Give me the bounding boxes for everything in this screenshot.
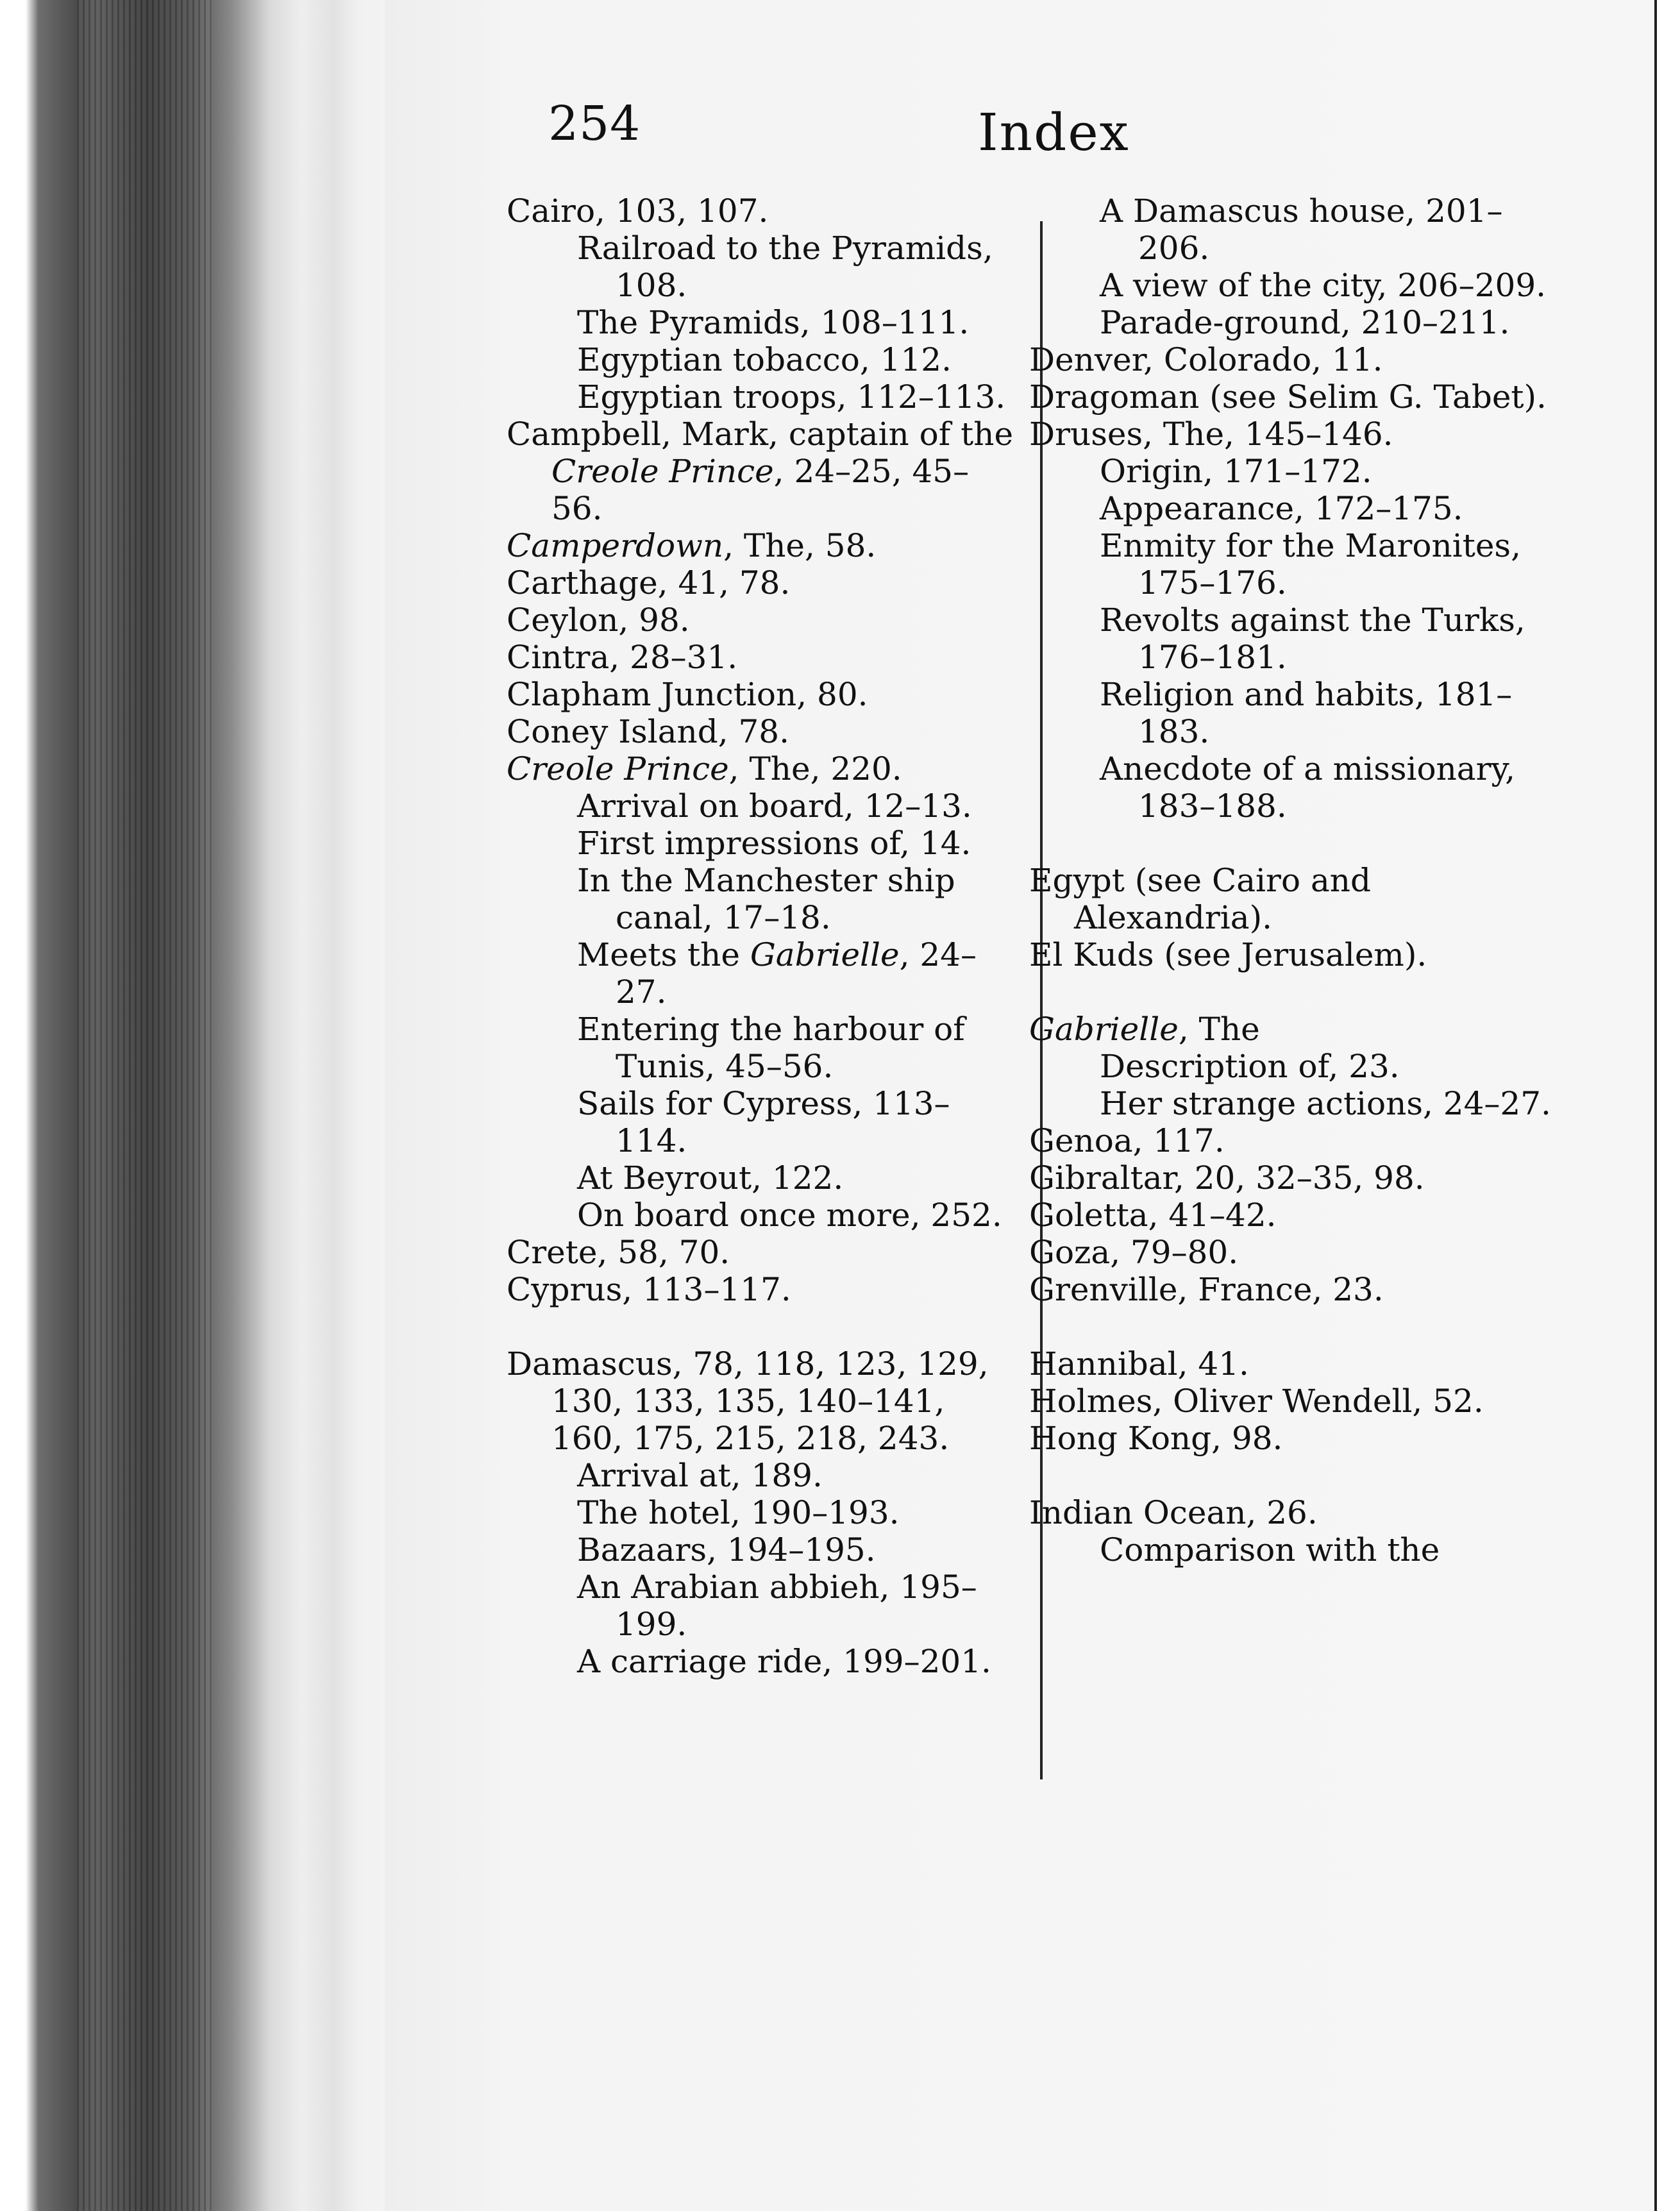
index-text: Clapham Junction, 80.	[507, 676, 868, 713]
index-section-gap	[1029, 1308, 1561, 1345]
index-subentry	[507, 304, 1020, 341]
index-text: Appearance, 172–175.	[1100, 490, 1463, 527]
index-text: Revolts against the Turks, 176–181.	[1100, 601, 1525, 676]
index-text: An Arabian abbieh, 195–199.	[577, 1568, 977, 1643]
index-text: The hotel, 190–193.	[577, 1494, 900, 1531]
index-text: , The, 58.	[723, 527, 877, 564]
index-text: Bazaars, 194–195.	[577, 1531, 876, 1568]
index-entry	[507, 527, 1020, 564]
index-subentry	[1029, 1085, 1561, 1122]
index-text: Grenville, France, 23.	[1029, 1271, 1384, 1308]
book-page-edges	[0, 0, 385, 2211]
index-entry	[1029, 1420, 1561, 1457]
index-text: Arrival on board, 12–13.	[577, 787, 972, 825]
index-text: Druses, The, 145–146.	[1029, 416, 1393, 453]
index-subentry	[507, 1531, 1020, 1568]
index-entry	[507, 416, 1020, 527]
index-text: Egypt (see Cairo and Alexandria).	[1029, 862, 1371, 936]
index-text: Egyptian tobacco, 112.	[577, 341, 952, 378]
index-entry	[507, 639, 1020, 676]
index-subentry	[507, 787, 1020, 825]
index-text: Ceylon, 98.	[507, 601, 690, 639]
index-text: , The, 220.	[728, 750, 902, 787]
index-entry	[1029, 1345, 1561, 1383]
index-text: Entering the harbour of Tunis, 45–56.	[577, 1011, 965, 1085]
index-entry	[1029, 862, 1561, 936]
index-section-gap	[1029, 973, 1561, 1011]
italic-title: Gabrielle	[1029, 1011, 1179, 1048]
index-text: Damascus, 78, 118, 123, 129, 130, 133, 135, 140–141, 160, 175, 215, 218, 243.	[507, 1345, 989, 1457]
index-entry	[1029, 1494, 1561, 1531]
index-text: Cintra, 28–31.	[507, 639, 738, 676]
index-text: Carthage, 41, 78.	[507, 564, 791, 601]
index-text: Crete, 58, 70.	[507, 1234, 730, 1271]
index-column-left	[507, 192, 1020, 1680]
index-subentry	[1029, 527, 1561, 601]
index-entry	[1029, 1197, 1561, 1234]
index-entry	[507, 713, 1020, 750]
index-text: Egyptian troops, 112–113.	[577, 378, 1006, 416]
index-subentry	[1029, 601, 1561, 676]
index-text: Denver, Colorado, 11.	[1029, 341, 1383, 378]
index-text: , 24–25, 45–56.	[551, 453, 970, 527]
italic-title: Camperdown	[507, 527, 724, 564]
index-subentry	[1029, 750, 1561, 825]
index-subentry	[1029, 192, 1561, 267]
index-text: El Kuds (see Jerusalem).	[1029, 936, 1427, 973]
italic-title: Gabrielle	[750, 936, 900, 973]
index-entry	[1029, 378, 1561, 416]
index-subentry	[507, 1568, 1020, 1643]
index-subentry	[507, 341, 1020, 378]
index-text: Cyprus, 113–117.	[507, 1271, 791, 1308]
index-text: Meets the	[577, 936, 750, 973]
index-text: Origin, 171–172.	[1100, 453, 1372, 490]
index-text: Campbell, Mark, captain of the	[507, 416, 1014, 453]
index-text: Genoa, 117.	[1029, 1122, 1225, 1159]
page-number: 254	[548, 96, 641, 151]
index-subentry	[507, 230, 1020, 304]
index-subentry	[507, 1197, 1020, 1234]
index-entry	[1029, 416, 1561, 453]
index-entry	[1029, 341, 1561, 378]
index-text: A Damascus house, 201–206.	[1100, 192, 1503, 267]
index-entry	[507, 192, 1020, 230]
index-subentry	[507, 1457, 1020, 1494]
index-subentry	[507, 378, 1020, 416]
index-entry	[507, 1345, 1020, 1457]
index-entry	[1029, 1122, 1561, 1159]
index-text: On board once more, 252.	[577, 1197, 1002, 1234]
index-text: In the Manchester ship canal, 17–18.	[577, 862, 955, 936]
index-column-right	[1029, 192, 1561, 1568]
index-subentry	[1029, 1048, 1561, 1085]
index-text: Sails for Cypress, 113–114.	[577, 1085, 950, 1159]
index-text: Arrival at, 189.	[577, 1457, 823, 1494]
index-entry	[507, 676, 1020, 713]
index-text: , 24–27.	[616, 936, 977, 1011]
index-text: Hong Kong, 98.	[1029, 1420, 1283, 1457]
index-subentry	[1029, 304, 1561, 341]
index-text: The Pyramids, 108–111.	[577, 304, 970, 341]
index-section-gap	[1029, 1457, 1561, 1494]
index-text: Description of, 23.	[1100, 1048, 1400, 1085]
index-text: Religion and habits, 181–183.	[1100, 676, 1513, 750]
italic-title: Creole Prince	[507, 750, 729, 787]
index-text: Dragoman (see Selim G. Tabet).	[1029, 378, 1547, 416]
index-entry	[507, 601, 1020, 639]
index-text: Comparison with the	[1100, 1531, 1440, 1568]
index-entry	[1029, 1011, 1561, 1048]
index-text: Hannibal, 41.	[1029, 1345, 1249, 1383]
index-entry	[507, 564, 1020, 601]
index-subentry	[1029, 490, 1561, 527]
index-text: Coney Island, 78.	[507, 713, 790, 750]
index-text: A view of the city, 206–209.	[1100, 267, 1547, 304]
index-subentry	[1029, 267, 1561, 304]
running-head: Index	[978, 103, 1130, 162]
index-subentry	[507, 862, 1020, 936]
index-entry	[1029, 1271, 1561, 1308]
index-subentry	[507, 1494, 1020, 1531]
page-right-margin	[1654, 0, 1680, 2211]
index-section-gap	[1029, 825, 1561, 862]
index-subentry	[507, 1011, 1020, 1085]
index-text: At Beyrout, 122.	[577, 1159, 844, 1197]
index-entry	[1029, 1383, 1561, 1420]
index-text: Gibraltar, 20, 32–35, 98.	[1029, 1159, 1425, 1197]
index-subentry	[1029, 453, 1561, 490]
index-subentry	[1029, 676, 1561, 750]
index-subentry	[507, 1085, 1020, 1159]
index-entry	[507, 1271, 1020, 1308]
index-text: Enmity for the Maronites, 175–176.	[1100, 527, 1521, 601]
index-entry	[507, 1234, 1020, 1271]
index-entry	[1029, 936, 1561, 973]
index-text: Railroad to the Pyramids, 108.	[577, 230, 993, 304]
index-entry	[507, 750, 1020, 787]
index-subentry	[507, 825, 1020, 862]
index-entry	[1029, 1159, 1561, 1197]
index-subentry	[507, 1159, 1020, 1197]
italic-title: Creole Prince	[551, 453, 774, 490]
index-subentry	[507, 1643, 1020, 1680]
index-subentry	[1029, 1531, 1561, 1568]
index-text: First impressions of, 14.	[577, 825, 971, 862]
index-subentry	[507, 936, 1020, 1011]
index-text: , The	[1178, 1011, 1260, 1048]
index-section-gap	[507, 1308, 1020, 1345]
index-text: Holmes, Oliver Wendell, 52.	[1029, 1383, 1484, 1420]
index-text: Anecdote of a missionary, 183–188.	[1100, 750, 1516, 825]
index-text: Goletta, 41–42.	[1029, 1197, 1277, 1234]
index-text: Parade-ground, 210–211.	[1100, 304, 1510, 341]
index-text: Indian Ocean, 26.	[1029, 1494, 1318, 1531]
index-text: Goza, 79–80.	[1029, 1234, 1239, 1271]
index-text: Cairo, 103, 107.	[507, 192, 769, 230]
index-text: Her strange actions, 24–27.	[1100, 1085, 1551, 1122]
index-entry	[1029, 1234, 1561, 1271]
index-text: A carriage ride, 199–201.	[577, 1643, 991, 1680]
